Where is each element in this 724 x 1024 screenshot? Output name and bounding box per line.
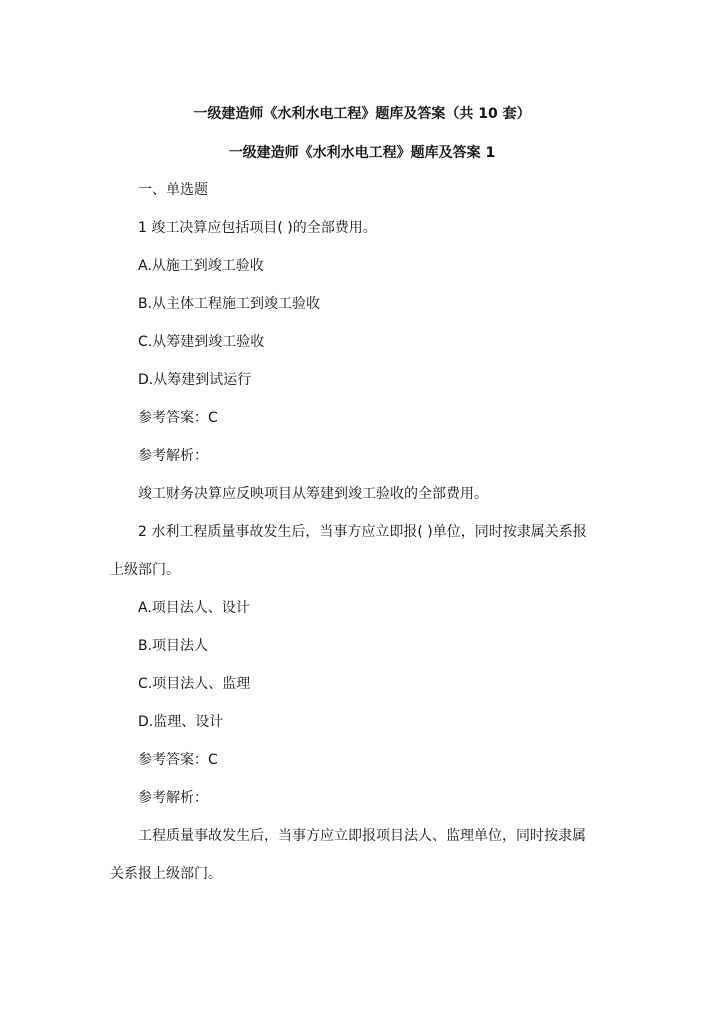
question-2-analysis-line-2: 关系报上级部门。 (110, 866, 222, 882)
question-1-option-b: B.从主体工程施工到竣工验收 (138, 296, 321, 312)
question-1-analysis-label: 参考解析： (138, 448, 208, 464)
document-title: 一级建造师《水利水电工程》题库及答案（共 10 套） (193, 106, 531, 122)
question-2-option-c: C.项目法人、监理 (138, 676, 251, 692)
question-1-option-a: A.从施工到竣工验收 (138, 258, 264, 274)
question-2-analysis-line-1: 工程质量事故发生后，当事方应立即报项目法人、监理单位，同时按隶属 (138, 828, 586, 844)
question-2-option-a: A.项目法人、设计 (138, 600, 250, 616)
question-1-stem: 1 竣工决算应包括项目( )的全部费用。 (138, 220, 377, 236)
section-heading: 一、单选题 (138, 182, 208, 198)
question-1-answer: 参考答案：C (138, 410, 218, 426)
document-subtitle: 一级建造师《水利水电工程》题库及答案 1 (228, 145, 496, 161)
question-1-analysis: 竣工财务决算应反映项目从筹建到竣工验收的全部费用。 (138, 486, 488, 502)
question-2-stem-line-1: 2 水利工程质量事故发生后，当事方应立即报( )单位，同时按隶属关系报 (138, 524, 587, 540)
question-2-analysis-label: 参考解析： (138, 790, 208, 806)
question-2-stem-line-2: 上级部门。 (110, 562, 180, 578)
question-1-option-c: C.从筹建到竣工验收 (138, 334, 265, 350)
question-1-option-d: D.从筹建到试运行 (138, 372, 252, 388)
question-2-option-d: D.监理、设计 (138, 714, 224, 730)
question-2-answer: 参考答案：C (138, 752, 218, 768)
question-2-option-b: B.项目法人 (138, 638, 209, 654)
